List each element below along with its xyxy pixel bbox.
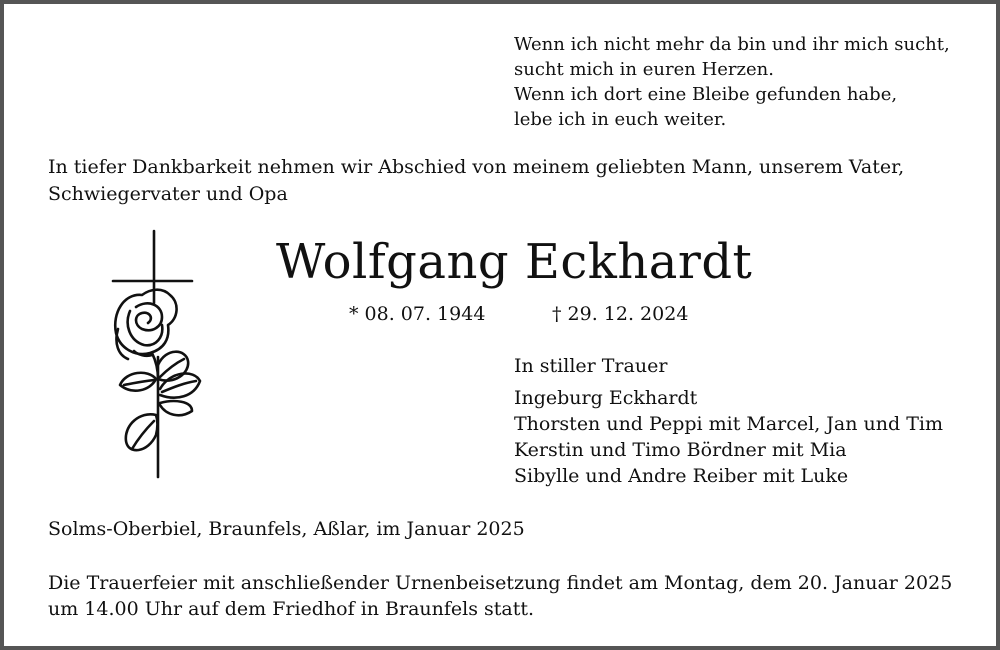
mourner-name: Sibylle und Andre Reiber mit Luke bbox=[514, 465, 849, 487]
poem-line: sucht mich in euren Herzen. bbox=[514, 59, 774, 80]
ceremony-notice bbox=[48, 570, 968, 622]
mourners-heading: In stiller Trauer bbox=[514, 355, 668, 377]
mourner-name: Thorsten und Peppi mit Marcel, Jan und Tim bbox=[514, 413, 943, 435]
poem bbox=[514, 32, 950, 132]
poem-line: Wenn ich nicht mehr da bin und ihr mich sucht, bbox=[514, 34, 950, 55]
birth-date: * 08. 07. 1944 bbox=[349, 303, 486, 325]
place-and-date: Solms-Oberbiel, Braunfels, Aßlar, im Januar 2025 bbox=[48, 518, 525, 540]
intro-line: Schwiegervater und Opa bbox=[48, 183, 288, 205]
deceased-name: Wolfgang Eckhardt bbox=[276, 234, 753, 290]
poem-line: lebe ich in euch weiter. bbox=[514, 109, 727, 130]
mourners-block bbox=[514, 353, 943, 489]
cross-with-rose-icon bbox=[104, 229, 204, 481]
ceremony-line: Die Trauerfeier mit anschließender Urnenbeisetzung findet am Montag, dem 20. Januar 2025 bbox=[48, 572, 953, 594]
intro-text bbox=[48, 154, 948, 208]
poem-line: Wenn ich dort eine Bleibe gefunden habe, bbox=[514, 84, 898, 105]
ceremony-line: um 14.00 Uhr auf dem Friedhof in Braunfels statt. bbox=[48, 598, 535, 620]
intro-line: In tiefer Dankbarkeit nehmen wir Abschied von meinem geliebten Mann, unserem Vater, bbox=[48, 156, 905, 178]
mourner-name: Kerstin und Timo Bördner mit Mia bbox=[514, 439, 847, 461]
mourner-name: Ingeburg Eckhardt bbox=[514, 387, 698, 409]
death-date: † 29. 12. 2024 bbox=[552, 303, 689, 325]
